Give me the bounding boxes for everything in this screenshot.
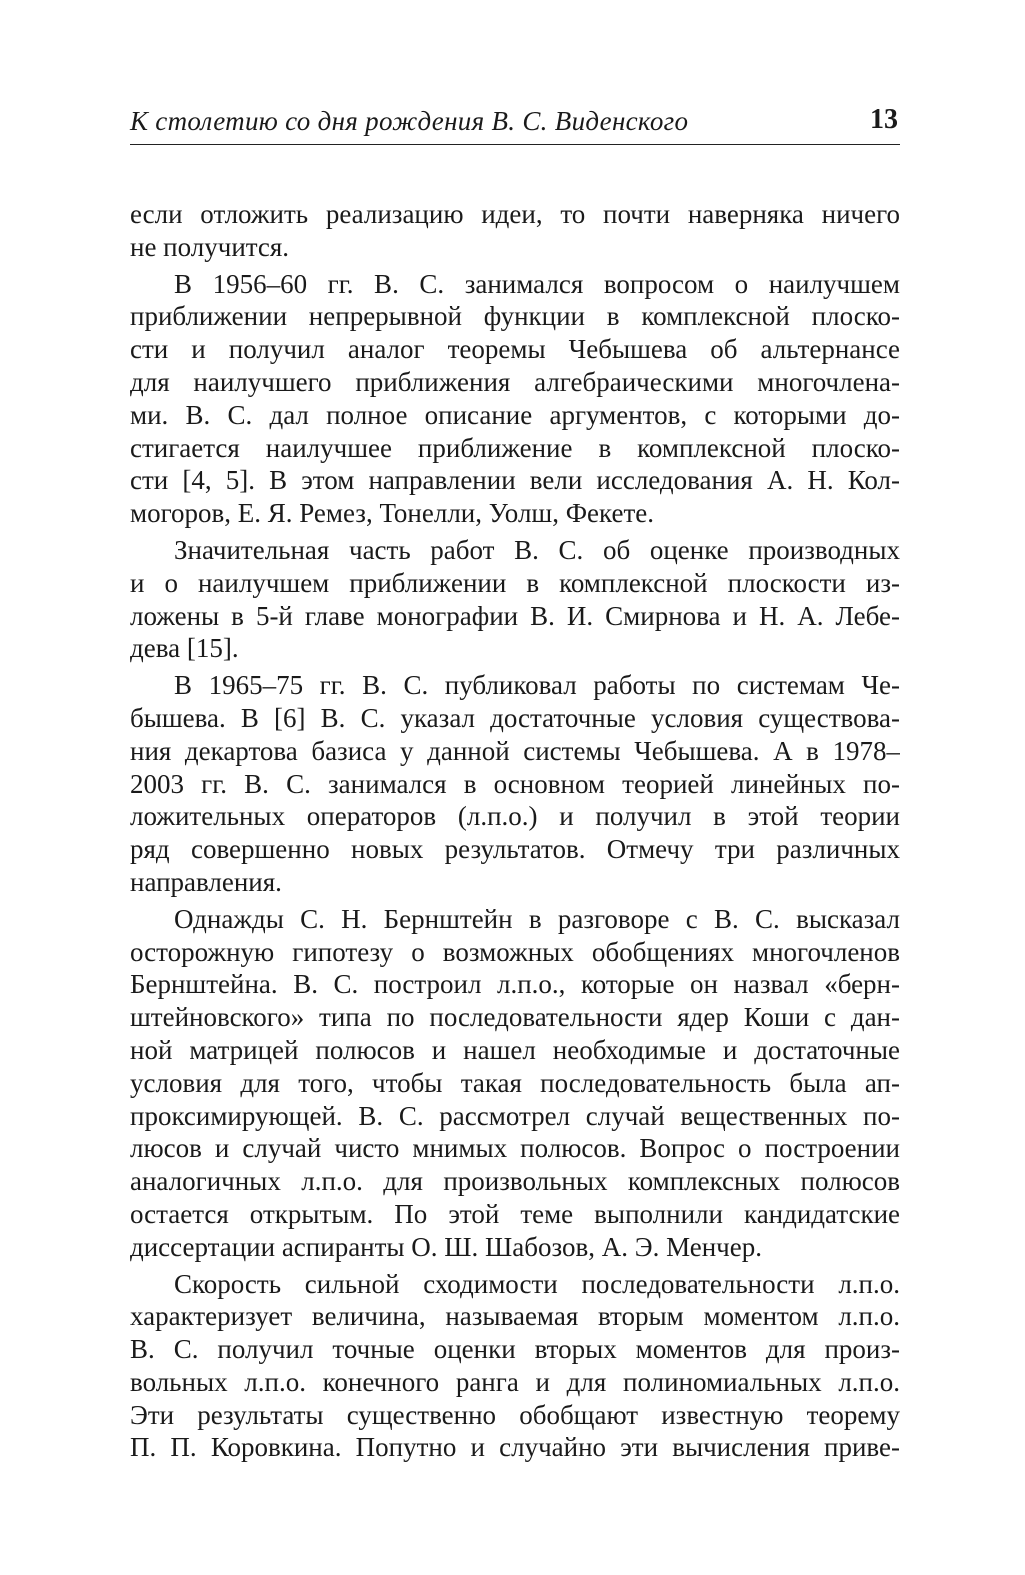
text-line: В. С. получил точные оценки вторых моментов для произ- <box>130 1334 900 1365</box>
paragraph <box>130 534 900 665</box>
text-line: ложительных операторов (л.п.о.) и получил в этой теории <box>130 801 900 832</box>
text-line: для наилучшего приближения алгебраическими многочлена- <box>130 366 900 397</box>
text-line: направления. <box>130 866 282 897</box>
page-number: 13 <box>870 104 898 135</box>
text-line: Бернштейна. В. С. построил л.п.о., которые он назвал «берн- <box>130 969 900 1000</box>
text-line: штейновского» типа по последовательности ядер Коши с дан- <box>130 1002 900 1033</box>
body-text <box>130 198 900 1464</box>
text-line: ной матрицей полюсов и нашел необходимые и достаточные <box>130 1034 900 1065</box>
text-line: не получится. <box>130 231 290 262</box>
text-line: вольных л.п.о. конечного ранга и для полиномиальных л.п.о. <box>130 1366 900 1397</box>
text-line: ния декартова базиса у данной системы Чебышева. А в 1978– <box>130 735 900 766</box>
text-line: бышева. В [6] В. С. указал достаточные условия существова- <box>130 702 900 733</box>
text-line: остается открытым. По этой теме выполнили кандидатские <box>130 1198 900 1229</box>
running-header <box>130 104 900 145</box>
text-line: Скорость сильной сходимости последовательности л.п.о. <box>174 1268 900 1299</box>
text-line: ряд совершенно новых результатов. Отмечу три различных <box>130 834 900 865</box>
book-page <box>130 0 900 1575</box>
text-line: В 1956–60 гг. В. С. занимался вопросом о наилучшем <box>174 268 900 299</box>
text-line: В 1965–75 гг. В. С. публиковал работы по системам Че- <box>174 670 900 701</box>
text-line: Значительная часть работ В. С. об оценке производных <box>174 534 900 565</box>
text-line: проксимирующей. В. С. рассмотрел случай вещественных по- <box>130 1100 900 1131</box>
text-line: аналогичных л.п.о. для произвольных комплексных полюсов <box>130 1166 900 1197</box>
text-line: Эти результаты существенно обобщают известную теорему <box>130 1399 900 1430</box>
text-line: характеризует величина, называемая вторым моментом л.п.о. <box>130 1301 900 1332</box>
text-line: 2003 гг. В. С. занимался в основном теорией линейных по- <box>130 768 900 799</box>
paragraph <box>130 669 900 899</box>
text-line: диссертации аспиранты О. Ш. Шабозов, А. Э. Менчер. <box>130 1231 762 1262</box>
text-line: люсов и случай чисто мнимых полюсов. Вопрос о построении <box>130 1133 900 1164</box>
running-title: К столетию со дня рождения В. С. Виденского <box>130 106 689 136</box>
text-line: Однажды С. Н. Бернштейн в разговоре с В. С. высказал <box>174 903 900 934</box>
text-line: ми. В. С. дал полное описание аргументов, с которыми до- <box>130 399 900 430</box>
text-line: осторожную гипотезу о возможных обобщениях многочленов <box>130 936 900 967</box>
text-line: условия для того, чтобы такая последовательность была ап- <box>130 1067 900 1098</box>
paragraph <box>130 198 900 264</box>
paragraph <box>130 903 900 1264</box>
paragraph <box>130 268 900 530</box>
text-line: могоров, Е. Я. Ремез, Тонелли, Уолш, Фекете. <box>130 498 654 529</box>
text-line: и о наилучшем приближении в комплексной плоскости из- <box>130 567 900 598</box>
text-line: дева [15]. <box>130 633 239 664</box>
text-line: стигается наилучшее приближение в комплексной плоско- <box>130 432 900 463</box>
text-line: если отложить реализацию идеи, то почти наверняка ничего <box>130 199 900 229</box>
text-line: сти и получил аналог теоремы Чебышева об альтернансе <box>130 334 900 365</box>
text-line: ложены в 5-й главе монографии В. И. Смирнова и Н. А. Лебе- <box>130 600 900 631</box>
text-line: П. П. Коровкина. Попутно и случайно эти вычисления приве- <box>130 1432 900 1463</box>
text-line: приближении непрерывной функции в комплексной плоско- <box>130 301 900 332</box>
paragraph <box>130 1268 900 1465</box>
text-line: сти [4, 5]. В этом направлении вели исследования А. Н. Кол- <box>130 465 900 496</box>
